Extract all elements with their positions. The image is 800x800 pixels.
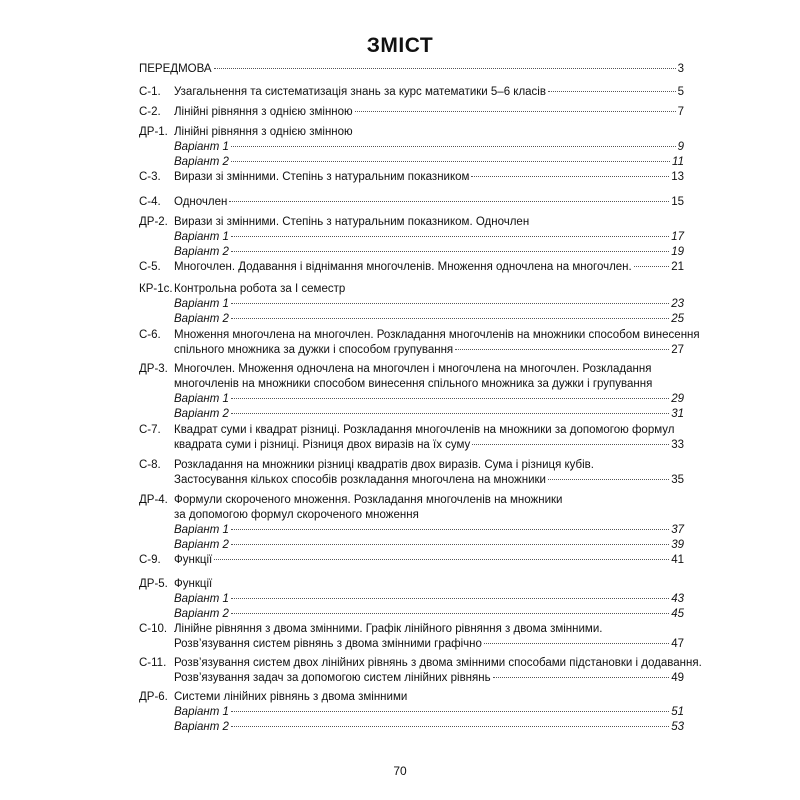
toc-page-number: 31 [671,408,684,420]
dot-leader [231,146,676,147]
toc-line-text: Одночлен [174,196,228,208]
dot-leader [231,318,669,319]
toc-entry [139,85,684,100]
toc-line [174,125,684,140]
dot-leader [231,398,669,399]
toc-line-text: Функції [174,578,213,590]
dot-leader [548,479,669,480]
toc-entry-code: ДР-2. [139,216,168,228]
toc-line-text: за допомогою формул скороченого множення [174,509,419,521]
dot-leader [231,711,669,712]
toc-line-text: Вирази зі змінними. Степінь з натуральним показником. Одночлен [174,216,530,228]
dot-leader [231,544,669,545]
toc-line-text: Многочлен. Множення одночлена на многочлен і многочлена на многочлен. Розкладання [174,363,652,375]
toc-page-number: 19 [671,246,684,258]
toc-line-text: Варіант 2 [174,156,229,168]
toc-line [174,215,684,230]
toc-line-text: квадрата суми і різниці. Різниця двох виразів на їх суму [174,439,471,451]
dot-leader [231,726,669,727]
toc-line-text: Лінійні рівняння з однією змінною [174,106,353,118]
toc-entry [139,577,684,622]
toc-entry [139,656,702,686]
toc-line-text: Варіант 1 [174,593,229,605]
toc-entry-code: ДР-1. [139,126,168,138]
toc-page-number: 43 [671,593,684,605]
toc-line-text: многочленів на множники способом винесення спільного множника за дужки і групування [174,378,653,390]
toc-entry-code: С-9. [139,554,161,566]
toc-line [174,105,684,120]
toc-line-text: ПЕРЕДМОВА [139,63,212,75]
toc-line [139,62,684,77]
dot-leader [484,643,669,644]
toc-page-number: 25 [671,313,684,325]
dot-leader [548,91,676,92]
toc-entry-code: С-3. [139,171,161,183]
toc-line [174,282,684,297]
toc-line-text: Розв’язування систем двох лінійних рівнянь з двома змінними способами підстановки і додавання. [174,657,702,669]
toc-variant-line [174,523,684,538]
toc-page-number: 51 [671,706,684,718]
toc-entry [139,622,684,652]
toc-line [174,85,684,100]
toc-entry [139,125,684,170]
toc-line [174,343,684,358]
toc-line-text: Варіант 2 [174,408,229,420]
toc-line [174,690,684,705]
toc-variant-line [174,155,684,170]
dot-leader [231,236,669,237]
toc-page-number: 35 [671,474,684,486]
toc-line-text: Розв’язування систем рівнянь з двома змінними графічно [174,638,482,650]
toc-line-text: Варіант 2 [174,539,229,551]
toc-line-text: Варіант 1 [174,231,229,243]
dot-leader [229,201,669,202]
toc-line [174,493,684,508]
toc-line-text: Лінійне рівняння з двома змінними. Графік лінійного рівняння з двома змінними. [174,623,603,635]
toc-line-text: Варіант 2 [174,721,229,733]
toc-entry [139,328,700,358]
page-number: 70 [393,764,407,778]
toc-entry-code: С-1. [139,86,161,98]
toc-line [174,637,684,652]
toc-variant-line [174,592,684,607]
toc-line [174,577,684,592]
toc-line-text: Варіант 1 [174,524,229,536]
toc-line [174,377,684,392]
dot-leader [231,529,669,530]
toc-variant-line [174,607,684,622]
toc-variant-line [174,705,684,720]
toc-line [174,622,684,637]
toc-line-text: Многочлен. Додавання і віднімання многочленів. Множення одночлена на многочлен. [174,261,632,273]
toc-page-number: 11 [672,156,684,168]
toc-variant-line [174,720,684,735]
toc-page-number: 39 [671,539,684,551]
toc-line [174,328,700,343]
toc-entry-code: С-2. [139,106,161,118]
toc-page-number: 15 [671,196,684,208]
toc-entry [139,282,684,327]
toc-line [174,362,684,377]
toc-variant-line [174,312,684,327]
toc-entry [139,105,684,120]
toc-line-text: Варіант 1 [174,298,229,310]
toc-page-number: 49 [671,672,684,684]
dot-leader [493,677,670,678]
toc-line-text: Варіант 2 [174,608,229,620]
toc-variant-line [174,392,684,407]
toc-line [174,508,684,523]
toc-page-number: 17 [671,231,684,243]
toc-line [174,423,684,438]
toc-entry [139,362,684,422]
dot-leader [471,176,669,177]
toc-entry [139,62,684,77]
toc-line-text: Квадрат суми і квадрат різниці. Розкладання многочленів на множники за допомогою формул [174,424,675,436]
toc-variant-line [174,230,684,245]
toc-page-number: 9 [677,141,684,153]
toc-entry [139,195,684,210]
toc-entry-code: С-11. [139,657,167,669]
dot-leader [231,613,669,614]
toc-variant-line [174,407,684,422]
toc-line-text: Розв’язування задач за допомогою систем лінійних рівнянь [174,672,491,684]
toc-entry [139,553,684,568]
toc-page-number: 3 [677,63,684,75]
toc-entry [139,690,684,735]
dot-leader [214,68,676,69]
toc-entry-code: ДР-6. [139,691,168,703]
toc-line-text: Варіант 2 [174,246,229,258]
toc-line-text: Застосування кількох способів розкладання многочлена на множники [174,474,546,486]
dot-leader [231,251,669,252]
toc-line-text: Розкладання на множники різниці квадратів двох виразів. Сума і різниця кубів. [174,459,594,471]
toc-variant-line [174,297,684,312]
toc-line-text: Варіант 1 [174,706,229,718]
toc-page-number: 33 [671,439,684,451]
toc-page-number: 53 [671,721,684,733]
toc-page-number: 29 [671,393,684,405]
toc-variant-line [174,538,684,553]
toc-line-text: Варіант 2 [174,313,229,325]
dot-leader [231,598,669,599]
dot-leader [231,161,670,162]
toc-entry-code: С-7. [139,424,161,436]
dot-leader [214,559,669,560]
toc-entry [139,493,684,553]
toc-page-number: 13 [671,171,684,183]
toc-line [174,553,684,568]
toc-page-number: 21 [671,261,684,273]
dot-leader [231,413,669,414]
toc-entry [139,170,684,185]
toc-entry-code: С-10. [139,623,168,635]
dot-leader [634,266,669,267]
toc-line-text: Узагальнення та систематизація знань за курс математики 5–6 класів [174,86,546,98]
toc-entry [139,423,684,453]
dot-leader [472,444,669,445]
toc-line-text: Лінійні рівняння з однією змінною [174,126,353,138]
toc-page-number: 23 [671,298,684,310]
toc-line-text: Системи лінійних рівнянь з двома змінними [174,691,408,703]
toc-entry-code: С-4. [139,196,161,208]
toc-entry-code: С-5. [139,261,161,273]
toc-variant-line [174,245,684,260]
toc-page-number: 45 [671,608,684,620]
toc-page-number: 27 [671,344,684,356]
toc-line-text: Варіант 1 [174,141,229,153]
toc-entry [139,458,684,488]
toc-line [174,260,684,275]
toc-line-text: спільного множника за дужки і способом групування [174,344,454,356]
toc-entry-code: ДР-4. [139,494,168,506]
toc-line [174,473,684,488]
toc-line [174,195,684,210]
toc-line-text: Варіант 1 [174,393,229,405]
toc-line [174,438,684,453]
toc-line-text: Формули скороченого множення. Розкладання многочленів на множники [174,494,563,506]
toc-entry-code: С-6. [139,329,161,341]
toc-page-number: 5 [677,86,684,98]
toc-page-number: 37 [671,524,684,536]
dot-leader [355,111,676,112]
page-title: ЗМІСТ [366,34,434,57]
toc-variant-line [174,140,684,155]
toc-line-text: Функції [174,554,213,566]
toc-line [174,656,702,671]
toc-line-text: Множення многочлена на многочлен. Розкладання многочленів на множники способом винесення [174,329,700,341]
toc-line-text: Вирази зі змінними. Степінь з натуральним показником [174,171,470,183]
toc-entry-code: С-8. [139,459,161,471]
toc-entry [139,215,684,260]
toc-page-number: 47 [671,638,684,650]
toc-page-number: 41 [671,554,684,566]
dot-leader [455,349,669,350]
toc-line [174,170,684,185]
dot-leader [231,303,669,304]
toc-line [174,671,684,686]
toc-entry-code: КР-1с. [139,283,173,295]
toc-line [174,458,684,473]
toc-page-number: 7 [677,106,684,118]
toc-line-text: Контрольна робота за І семестр [174,283,346,295]
toc-entry-code: ДР-5. [139,578,168,590]
toc-entry [139,260,684,275]
toc-entry-code: ДР-3. [139,363,168,375]
